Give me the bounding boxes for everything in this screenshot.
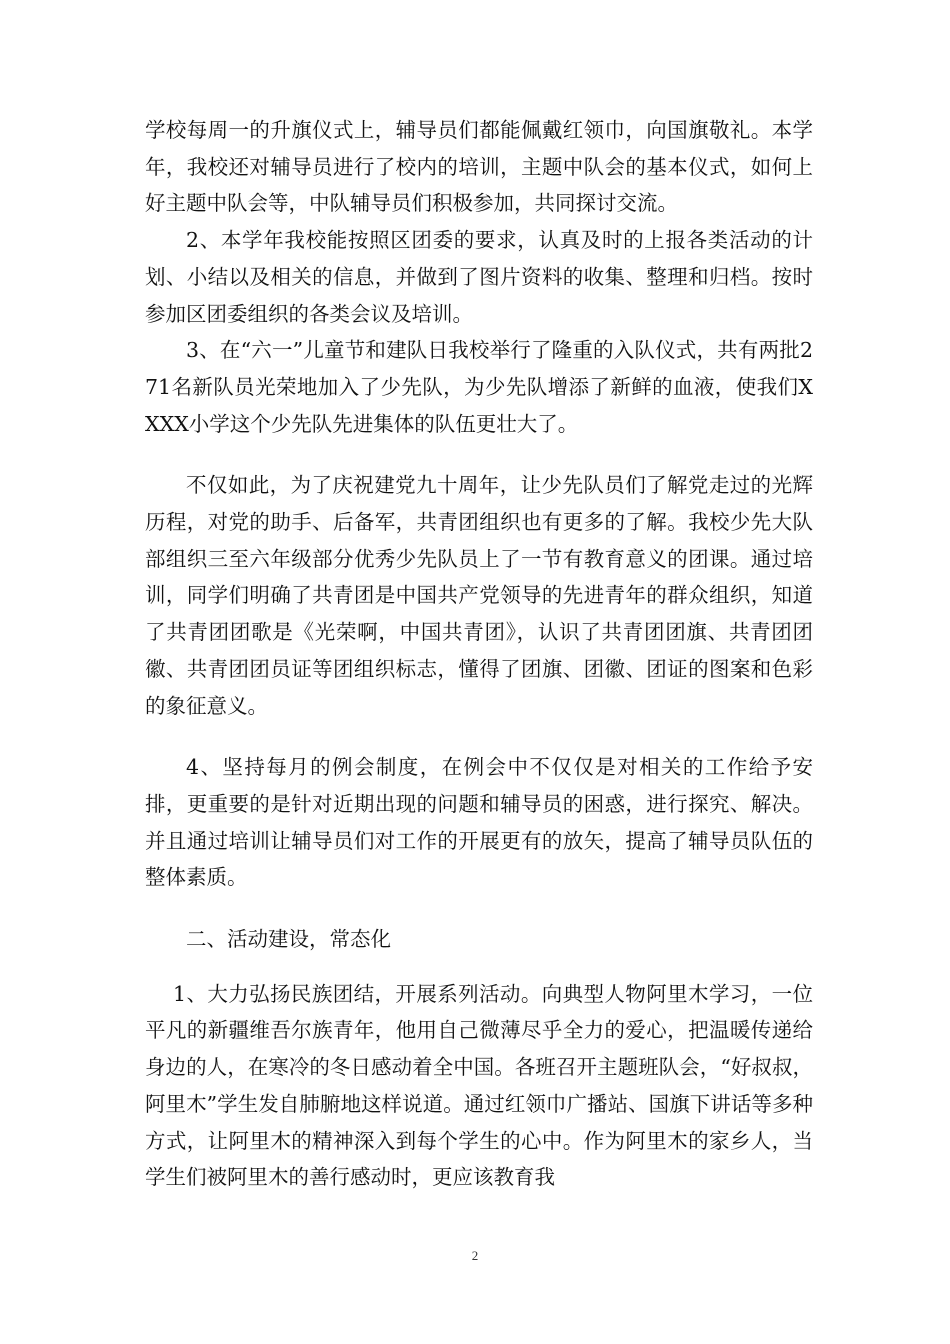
page-number: 2: [471, 1248, 479, 1263]
paragraph-party-anniversary: 不仅如此，为了庆祝建党九十周年，让少先队员们了解党走过的光辉历程，对党的助手、后备军，共青团组织也有更多的了解。我校少先大队部组织三至六年级部分优秀少先队员上了一节有教育意义的团课。通过培训，同学们明确了共青团是中国共产党领导的先进青年的群众组织，知道了共青团团歌是《光荣啊，中国共青团》，认识了共青团团旗、共青团团徽、共青团团员证等团组织标志，懂得了团旗、团徽、团证的图案和色彩的象征意义。: [145, 473, 813, 718]
paragraph-item-4-meetings: 4、坚持每月的例会制度，在例会中不仅仅是对相关的工作给予安排，更重要的是针对近期出现的问题和辅导员的困惑，进行探究、解决。并且通过培训让辅导员们对工作的开展更有的放矢，提高了辅导员队伍的整体素质。: [145, 755, 813, 890]
paragraph-item-2-reporting: 2、本学年我校能按照区团委的要求，认真及时的上报各类活动的计划、小结以及相关的信息，并做到了图片资料的收集、整理和归档。按时参加区团委组织的各类会议及培训。: [145, 228, 813, 326]
document-body: [145, 112, 813, 1196]
paragraph-item-3-induction: 3、在“六一”儿童节和建队日我校举行了隆重的入队仪式，共有两批271名新队员光荣地加入了少先队，为少先队增添了新鲜的血液，使我们XXXX小学这个少先队先进集体的队伍更壮大了。: [145, 338, 813, 436]
paragraph-item-1-ethnic-unity: 1、大力弘扬民族团结，开展系列活动。向典型人物阿里木学习，一位平凡的新疆维吾尔族青年，他用自己微薄尽乎全力的爱心，把温暖传递给身边的人，在寒冷的冬日感动着全中国。各班召开主题班队会，“好叔叔，阿里木”学生发自肺腑地这样说道。通过红领巾广播站、国旗下讲话等多种方式，让阿里木的精神深入到每个学生的心中。作为阿里木的家乡人，当学生们被阿里木的善行感动时，更应该教育我: [145, 981, 813, 1190]
section-heading-activities: 二、活动建设，常态化: [186, 927, 391, 952]
paragraph-training-continued: 学校每周一的升旗仪式上，辅导员们都能佩戴红领巾，向国旗敬礼。本学年，我校还对辅导员进行了校内的培训，主题中队会的基本仪式，如何上好主题中队会等，中队辅导员们积极参加，共同探讨交流。: [145, 118, 813, 216]
